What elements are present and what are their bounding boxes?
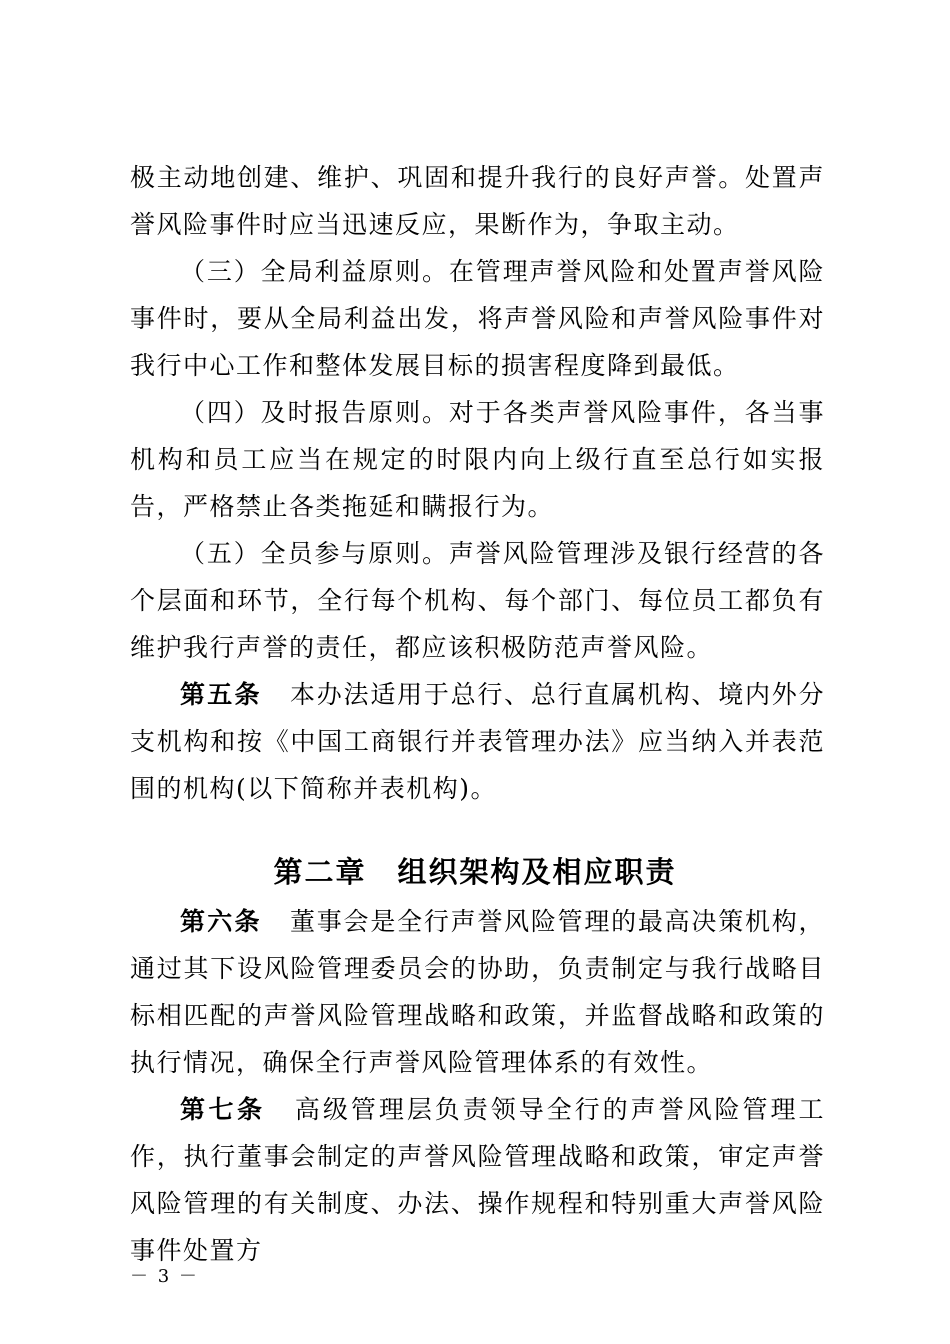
chapter-heading: 第二章 组织架构及相应职责	[273, 855, 677, 889]
paragraph-principle-4: （四）及时报告原则。对于各类声誉风险事件，各当事机构和员工应当在规定的时限内向上级行直至总行如实报告，严格禁止各类拖延和瞒报行为。	[130, 398, 825, 521]
article-5-label: 第五条	[180, 680, 262, 709]
article-5-text: 本办法适用于总行、总行直属机构、境内外分支机构和按《中国工商银行并表管理办法》应当纳入并表范围的机构(以下简称并表机构)。	[130, 680, 825, 803]
article-7-label: 第七条	[180, 1095, 266, 1124]
article-5	[130, 671, 825, 812]
article-6-label: 第六条	[180, 907, 262, 936]
paragraph-principle-3: （三）全局利益原则。在管理声誉风险和处置声誉风险事件时，要从全局利益出发，将声誉风险和声誉风险事件对我行中心工作和整体发展目标的损害程度降到最低。	[130, 257, 825, 380]
paragraph-continuation: 极主动地创建、维护、巩固和提升我行的良好声誉。处置声誉风险事件时应当迅速反应，果断作为，争取主动。	[130, 163, 825, 239]
page-number: － 3 －	[130, 1266, 199, 1287]
article-7-text: 高级管理层负责领导全行的声誉风险管理工作，执行董事会制定的声誉风险管理战略和政策，审定声誉风险管理的有关制度、办法、操作规程和特别重大声誉风险事件处置方	[130, 1095, 825, 1265]
article-6-text: 董事会是全行声誉风险管理的最高决策机构，通过其下设风险管理委员会的协助，负责制定与我行战略目标相匹配的声誉风险管理战略和政策，并监督战略和政策的执行情况，确保全行声誉风险管理体系的有效性。	[130, 907, 825, 1077]
article-7	[130, 1086, 825, 1274]
paragraph-principle-5: （五）全员参与原则。声誉风险管理涉及银行经营的各个层面和环节，全行每个机构、每个部门、每位员工都负有维护我行声誉的责任，都应该积极防范声誉风险。	[130, 539, 825, 662]
article-6	[130, 898, 825, 1086]
